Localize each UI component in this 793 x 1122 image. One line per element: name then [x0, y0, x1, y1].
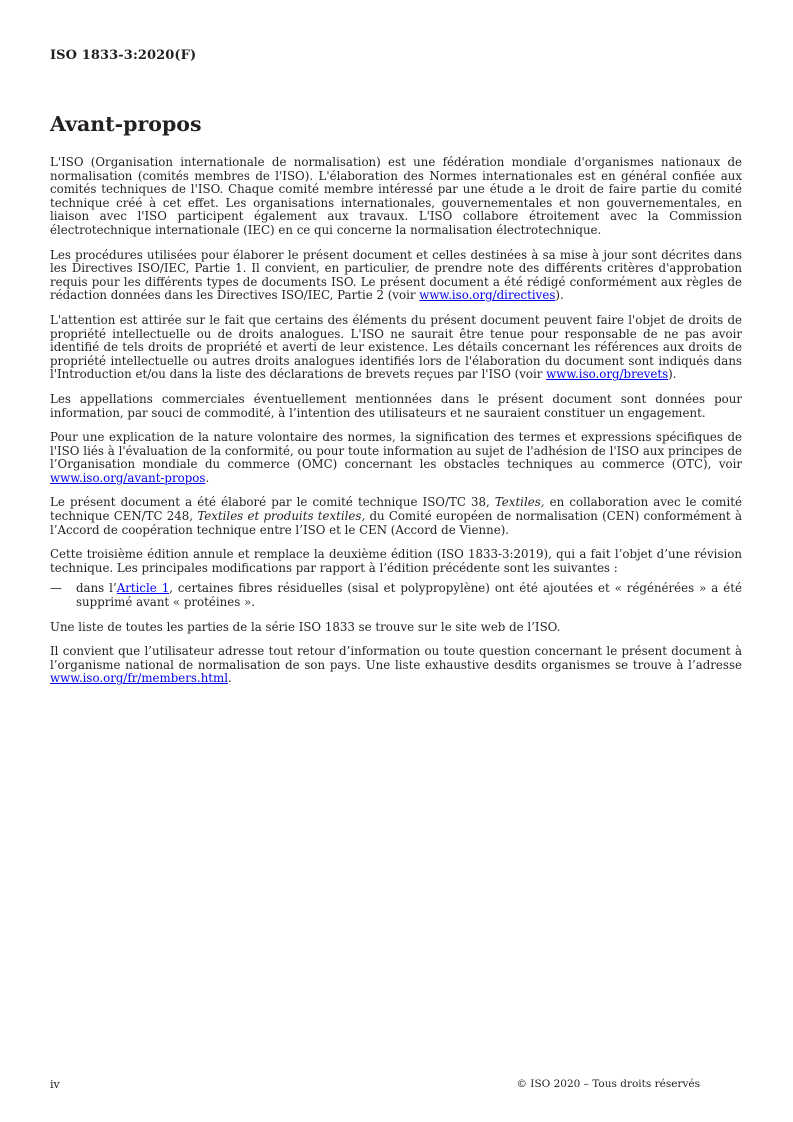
committee-text-a: Le présent document a été élaboré par le comité technique ISO/TC 38,: [50, 495, 495, 510]
page-title: Avant-propos: [50, 112, 202, 136]
foreword-body: [50, 156, 742, 697]
voluntary-tail: .: [205, 470, 210, 485]
article-1-link[interactable]: Article 1: [116, 581, 170, 596]
patents-link[interactable]: www.iso.org/brevets: [546, 367, 669, 382]
paragraph-series-list: Une liste de toutes les parties de la série ISO 1833 se trouve sur le site web de l’ISO.: [50, 619, 561, 634]
procedures-tail: ).: [555, 288, 564, 303]
list-item-pre: dans l’: [76, 581, 117, 596]
committee-italic-products: Textiles et produits textiles,: [197, 509, 366, 524]
copyright-notice: © ISO 2020 – Tous droits réservés: [516, 1078, 700, 1090]
members-link[interactable]: www.iso.org/fr/members.html: [50, 671, 228, 686]
paragraph-voluntary-nature: [50, 431, 742, 485]
committee-text-c: du Comité européen de normalisation (CEN) conformément à l’Accord de coopération technique entre l’ISO et le CEN (Accord de Vienne).: [50, 509, 742, 537]
patents-tail: ).: [668, 367, 677, 382]
paragraph-trade-names: Les appellations commerciales éventuellement mentionnées dans le présent document sont données pour information, par souci de commodité, à l’intention des utilisateurs et ne sauraient constituer un engagement.: [50, 391, 742, 420]
paragraph-feedback: [50, 645, 742, 686]
paragraph-patents: [50, 314, 742, 382]
foreword-link[interactable]: www.iso.org/avant-propos: [50, 470, 206, 485]
directives-link[interactable]: www.iso.org/directives: [419, 288, 556, 303]
voluntary-text: Pour une explication de la nature volontaire des normes, la signification des termes et expressions spécifiques de l'ISO liés à l'évaluation de la conformité, ou pour toute information au sujet de l'adhésion de l'ISO aux principes de l’Organisation mondiale du commerce (OMC) concernant les obstacles techniques au commerce (OTC), voir: [50, 430, 742, 472]
list-dash: —: [50, 581, 62, 596]
procedures-text: Les procédures utilisées pour élaborer le présent document et celles destinées à sa mise à jour sont décrites dans les Directives ISO/IEC, Partie 1. Il convient, en particulier, de prendre note des différents critères d'approbation requis pour les différents types de documents ISO. Le présent document a été rédigé conformément aux règles de rédaction données dans les Directives ISO/IEC, Partie 2 (voir: [50, 247, 742, 303]
feedback-tail: .: [228, 671, 232, 686]
paragraph-iso-intro: L'ISO (Organisation internationale de normalisation) est une fédération mondiale d'organismes nationaux de normalisation (comités membres de l'ISO). L'élaboration des Normes internationales est en général confiée aux comités techniques de l'ISO. Chaque comité membre intéressé par une étude a le droit de faire partie du comité technique créé à cet effet. Les organisations internationales, gouvernementales et non gouvernementales, en liaison avec l'ISO participent également aux travaux. L'ISO collabore étroitement avec la Commission électrotechnique internationale (IEC) en ce qui concerne la normalisation électrotechnique.: [50, 155, 742, 237]
committee-italic-textiles: Textiles,: [494, 495, 545, 510]
paragraph-procedures: [50, 249, 742, 303]
committee-text-b: en collaboration avec le comité technique CEN/TC 248,: [50, 495, 742, 524]
list-item-post: , certaines fibres résiduelles (sisal et polypropylène) ont été ajoutées et « régénérées » a été supprimé avant « protéines ».: [76, 581, 742, 610]
list-item: [50, 582, 742, 609]
document-id: ISO 1833-3:2020(F): [50, 48, 197, 63]
patents-text: L'attention est attirée sur le fait que certains des éléments du présent document peuvent faire l'objet de droits de propriété intellectuelle ou de droits analogues. L'ISO ne saurait être tenue pour responsable de ne pas avoir identifié de tels droits de propriété et averti de leur existence. Les détails concernant les références aux droits de propriété intellectuelle ou autres droits analogues identifiés lors de l'élaboration du document sont indiqués dans l'Introduction et/ou dans la liste des déclarations de brevets reçues par l'ISO (voir: [50, 312, 742, 382]
list-item-content: [76, 582, 742, 609]
feedback-text: Il convient que l’utilisateur adresse tout retour d’information ou toute question concernant le présent document à l’organisme national de normalisation de son pays. Une liste exhaustive desdits organismes se trouve à l’adresse: [50, 644, 742, 672]
page-number: iv: [50, 1078, 60, 1091]
paragraph-committee: [50, 496, 742, 537]
paragraph-edition: Cette troisième édition annule et remplace la deuxième édition (ISO 1833-3:2019), qui a fait l’objet d’une révision technique. Les principales modifications par rapport à l’édition précédente sont les suivantes :: [50, 547, 742, 575]
